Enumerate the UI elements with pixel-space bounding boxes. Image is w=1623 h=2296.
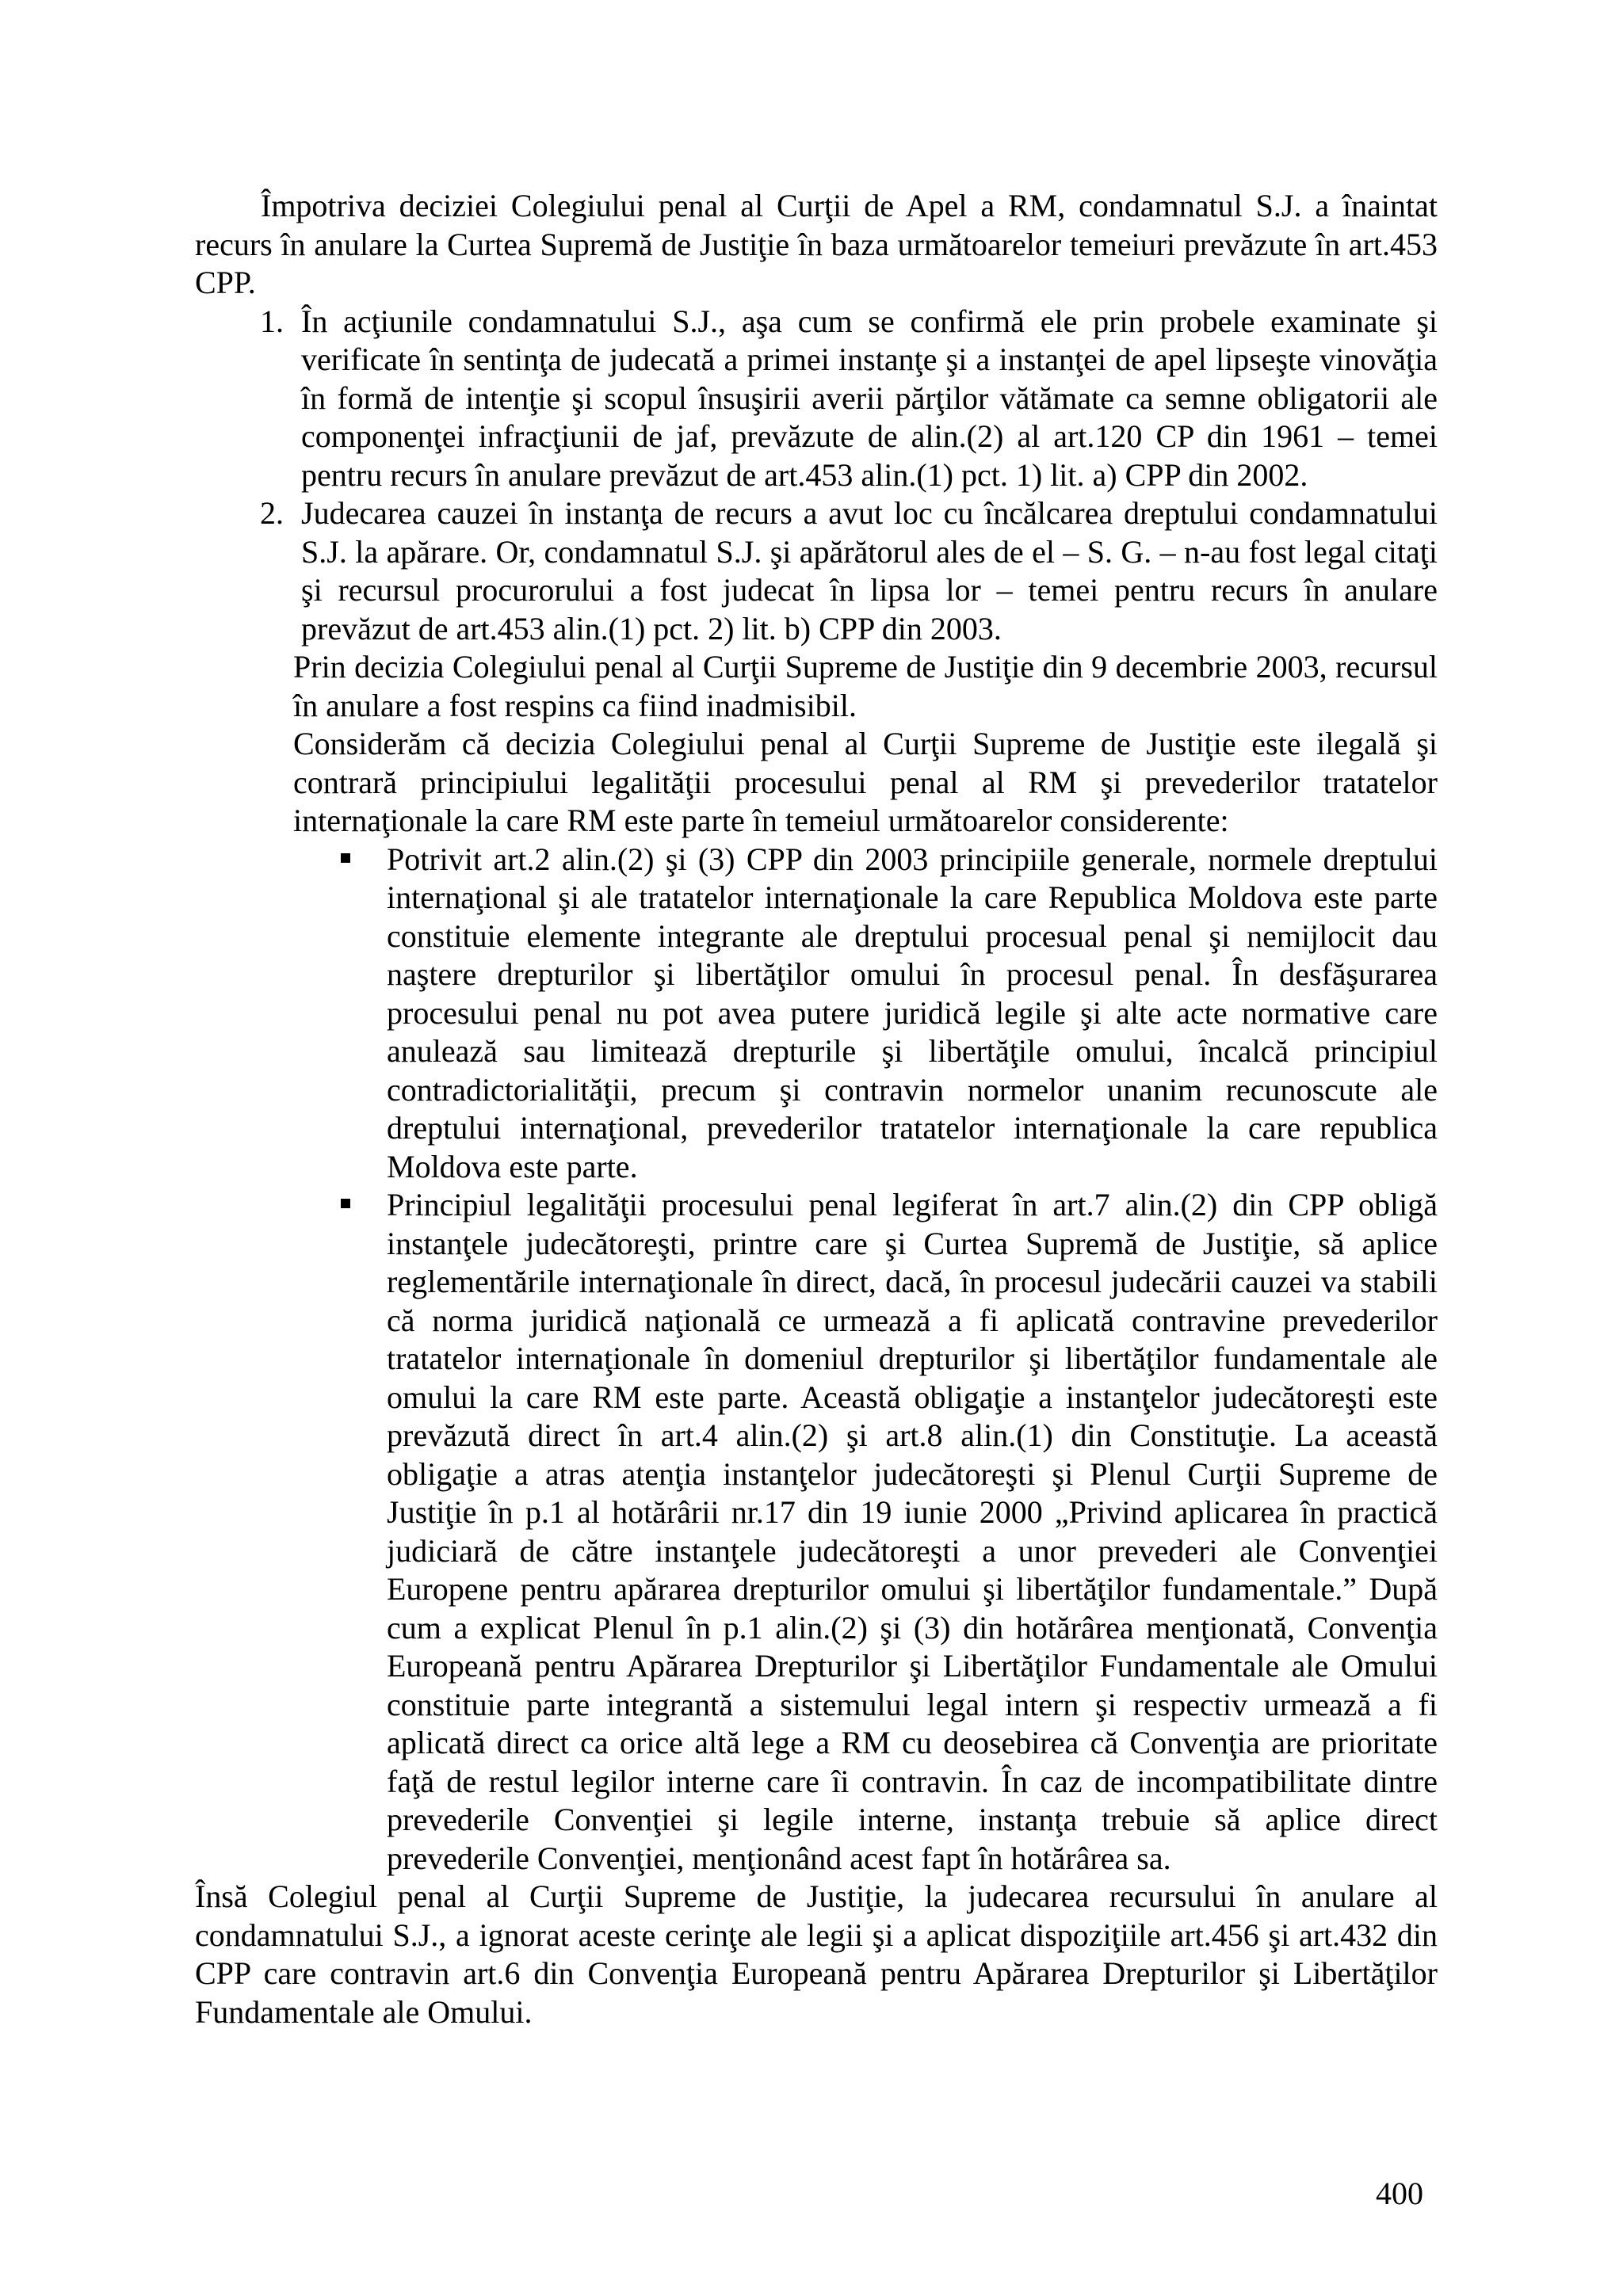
bullet-item-text: Potrivit art.2 alin.(2) şi (3) CPP din 2003 principiile generale, normele dreptului internaţional şi ale tratatelor internaţionale la care Republica Moldova este parte constituie elemente integrante ale dreptului procesual penal şi nemijlocit dau naştere drepturilor şi libertăţilor omului în procesul penal. În desfăşurarea procesului penal nu pot avea putere juridică legile şi alte acte normative care anulează sau limitează drepturile şi libertăţile omului, încalcă principiul contradictorialităţii, precum şi contravin normelor unanim recunoscute ale dreptului internaţional, prevederilor tratatelor internaţionale la care republica Moldova este parte.: [387, 841, 1438, 1184]
consider-paragraph: Considerăm că decizia Colegiului penal al Curţii Supreme de Justiţie este ilegală şi contrară principiului legalităţii procesului penal al RM şi prevederilor tratatelor internaţionale la care RM este parte în temeiul următoarelor considerente:: [293, 726, 1438, 838]
numbered-item-1: [260, 303, 1438, 495]
document-page: [195, 187, 1438, 2031]
numbered-item-text: Judecarea cauzei în instanţa de recurs a avut loc cu încălcarea dreptului condamnatului S.J. la apărare. Or, condamnatul S.J. şi apărătorul ales de el – S. G. – n-au fost legal citaţi şi recursul procurorului a fost judecat în lipsa lor – temei pentru recurs în anulare prevăzut de art.453 alin.(1) pct. 2) lit. b) CPP din 2003.: [301, 495, 1438, 646]
bullet-list: [195, 841, 1438, 1878]
decision-paragraph: Prin decizia Colegiului penal al Curţii Supreme de Justiţie din 9 decembrie 2003, recursul în anulare a fost respins ca fiind inadmisibil.: [293, 649, 1438, 723]
bullet-item-text: Principiul legalităţii procesului penal legiferat în art.7 alin.(2) din CPP obligă instanţele judecătoreşti, printre care şi Curtea Supremă de Justiţie, să aplice reglementările internaţionale în direct, dacă, în procesul judecării cauzei va stabili că norma juridică naţională ce urmează a fi aplicată contravine prevederilor tratatelor internaţionale în domeniul drepturilor şi libertăţilor fundamentale ale omului la care RM este parte. Această obligaţie a instanţelor judecătoreşti este prevăzută direct în art.4 alin.(2) şi art.8 alin.(1) din Constituţie. La această obligaţie a atras atenţia instanţelor judecătoreşti şi Plenul Curţii Supreme de Justiţie în p.1 al hotărârii nr.17 din 19 iunie 2000 „Privind aplicarea în practică judiciară de către instanţele judecătoreşti a unor prevederi ale Convenţiei Europene pentru apărarea drepturilor omului şi libertăţilor fundamentale.” După cum a explicat Plenul în p.1 alin.(2) şi (3) din hotărârea menţionată, Convenţia Europeană pentru Apărarea Drepturilor şi Libertăţilor Fundamentale ale Omului constituie parte integrantă a sistemului legal intern şi respectiv urmează a fi aplicată direct ca orice altă lege a RM cu deosebirea că Convenţia are prioritate faţă de restul legilor interne care îi contravin. În caz de incompatibilitate dintre prevederile Convenţiei şi legile interne, instanţa trebuie să aplice direct prevederile Convenţiei, menţionând acest fapt în hotărârea sa.: [387, 1187, 1438, 1876]
numbered-item-2: [260, 494, 1438, 648]
page-number: 400: [1376, 2176, 1423, 2211]
numbered-item-text: În acţiunile condamnatului S.J., aşa cum se confirmă ele prin probele examinate şi verificate în sentinţa de judecată a primei instanţe şi a instanţei de apel lipseşte vinovăţia în formă de intenţie şi scopul însuşirii averii părţilor vătămate ca semne obligatorii ale componenţei infracţiunii de jaf, prevăzute de alin.(2) al art.120 CP din 1961 – temei pentru recurs în anulare prevăzut de art.453 alin.(1) pct. 1) lit. a) CPP din 2002.: [301, 303, 1438, 493]
bullet-item-1: [387, 841, 1438, 1187]
square-bullet-icon: [341, 1199, 350, 1208]
numbered-item-label: 2.: [260, 495, 284, 531]
square-bullet-icon: [341, 853, 350, 863]
conclusion-paragraph: Însă Colegiul penal al Curţii Supreme de Justiţie, la judecarea recursului în anulare al condamnatului S.J., a ignorat aceste cerinţe ale legii şi a aplicat dispoziţiile art.456 şi art.432 din CPP care contravin art.6 din Convenţia Europeană pentru Apărarea Drepturilor şi Libertăţilor Fundamentale ale Omului.: [195, 1878, 1438, 2030]
bullet-item-2: [387, 1186, 1438, 1878]
numbered-list: [195, 303, 1438, 649]
numbered-item-label: 1.: [260, 303, 284, 339]
intro-paragraph: Împotriva deciziei Colegiului penal al Curţii de Apel a RM, condamnatul S.J. a înaintat recurs în anulare la Curtea Supremă de Justiţie în baza următoarelor temeiuri prevăzute în art.453 CPP.: [195, 188, 1438, 300]
